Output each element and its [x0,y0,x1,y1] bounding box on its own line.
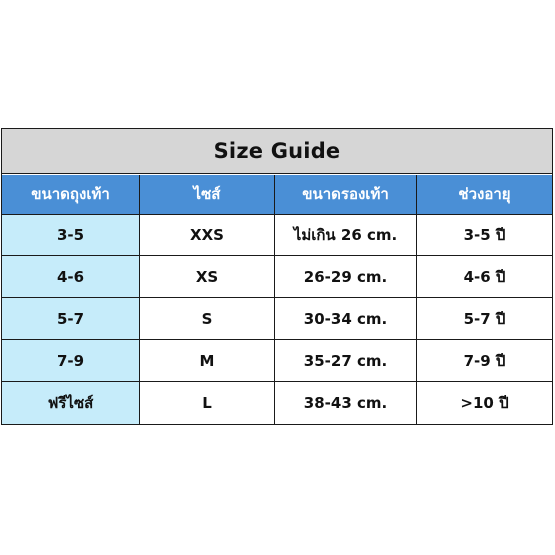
size-grid [2,175,552,425]
header-size: ไซส์ [140,175,275,215]
cell-age-range: 3-5 ปี [417,215,552,257]
cell-sock-size: 5-7 [2,298,140,340]
cell-size: L [140,382,275,424]
title-bar [2,129,552,174]
cell-age-range: 4-6 ปี [417,256,552,298]
header-age-range: ช่วงอายุ [417,175,552,215]
cell-size: XS [140,256,275,298]
cell-shoe-size: 30-34 cm. [275,298,417,340]
cell-shoe-size: 26-29 cm. [275,256,417,298]
cell-shoe-size: 35-27 cm. [275,340,417,382]
cell-age-range: 5-7 ปี [417,298,552,340]
cell-shoe-size: ไม่เกิน 26 cm. [275,215,417,257]
cell-shoe-size: 38-43 cm. [275,382,417,424]
cell-size: S [140,298,275,340]
cell-sock-size: 7-9 [2,340,140,382]
page-title: Size Guide [213,139,341,163]
cell-sock-size: 3-5 [2,215,140,257]
cell-age-range: 7-9 ปี [417,340,552,382]
size-guide-table [1,128,553,425]
cell-age-range: >10 ปี [417,382,552,424]
header-shoe-size: ขนาดรองเท้า [275,175,417,215]
cell-size: M [140,340,275,382]
cell-sock-size: 4-6 [2,256,140,298]
cell-size: XXS [140,215,275,257]
cell-sock-size: ฟรีไซส์ [2,382,140,424]
header-sock-size: ขนาดถุงเท้า [2,175,140,215]
